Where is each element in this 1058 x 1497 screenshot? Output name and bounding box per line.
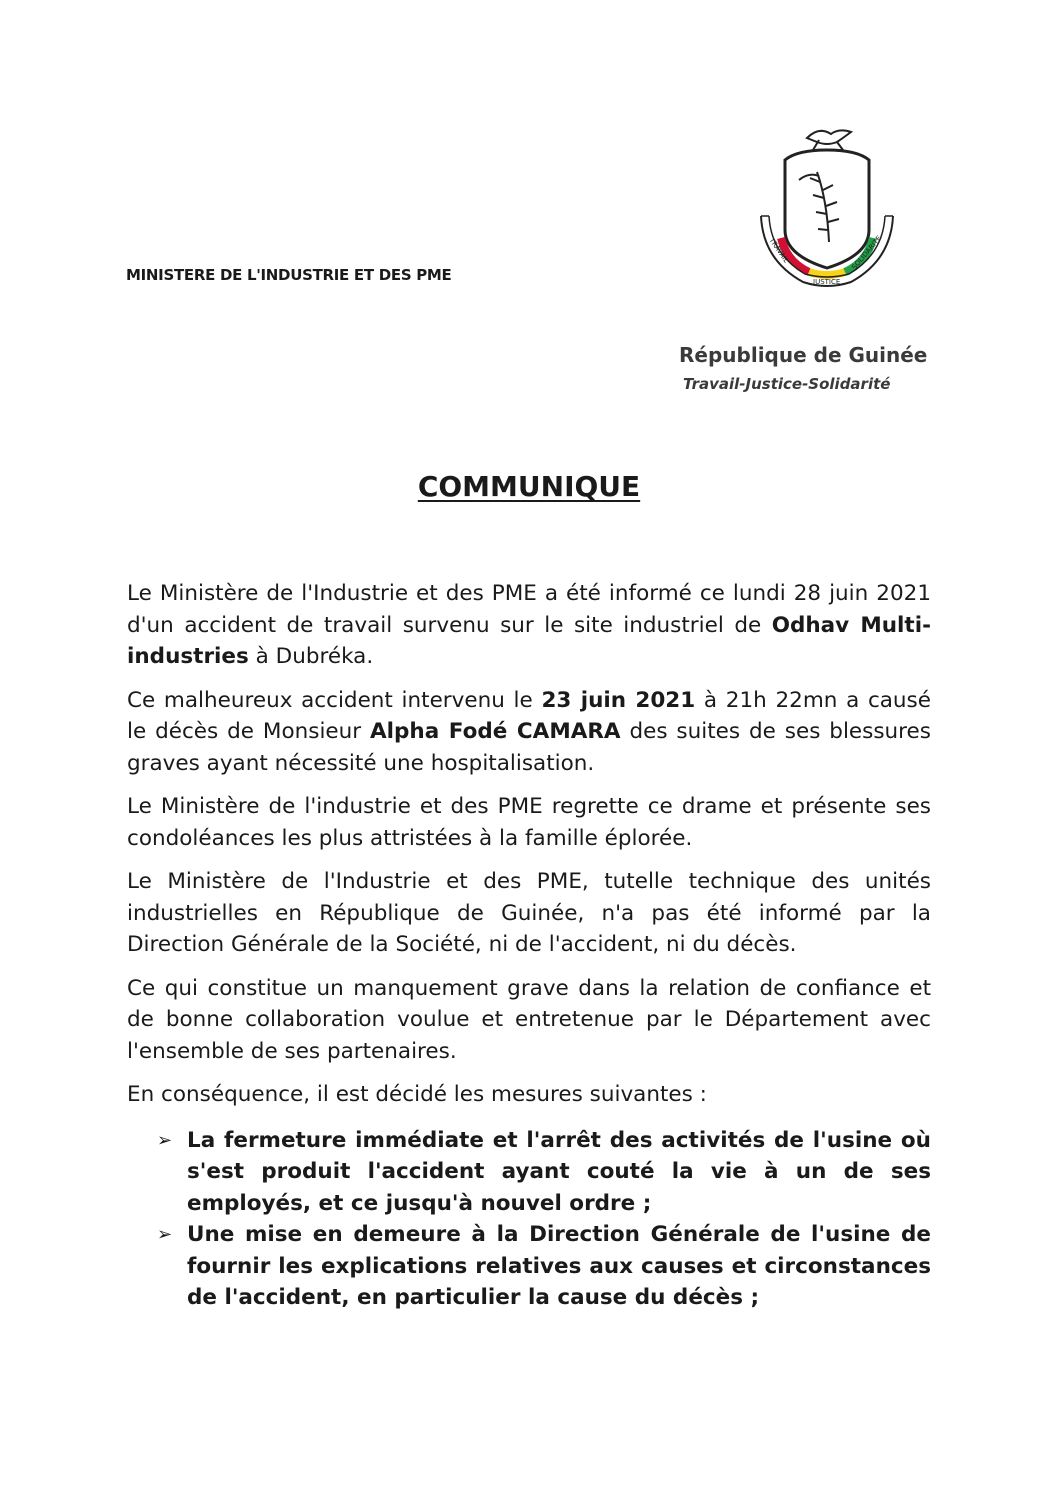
paragraph-2-text-c: à 21h 22mn a causé le décès de Monsieur xyxy=(127,687,931,744)
paragraph-1 xyxy=(127,578,931,673)
republic-name: République de Guinée xyxy=(679,343,928,367)
coat-of-arms-icon xyxy=(747,120,907,290)
paragraph-1-text-a: Le Ministère de l'Industrie et des PME a été informé ce lundi 28 juin 2021 d'un accident de travail survenu sur le site industriel de xyxy=(127,581,931,638)
paragraph-4: Le Ministère de l'Industrie et des PME, tutelle technique des unités industrielles en République de Guinée, n'a pas été informé par la Direction Générale de la Société, ni de l'accident, ni du décès. xyxy=(127,869,931,957)
measure-text: Une mise en demeure à la Direction Générale de l'usine de fournir les explications relatives aux causes et circonstances de l'accident, en particulier la cause du décès ; xyxy=(187,1222,931,1310)
ministry-name: MINISTERE DE L'INDUSTRIE ET DES PME xyxy=(126,266,452,284)
paragraph-5: Ce qui constitue un manquement grave dans la relation de confiance et de bonne collaboration voulue et entretenue par le Département avec l'ensemble de ses partenaires. xyxy=(127,975,931,1064)
measure-text: La fermeture immédiate et l'arrêt des activités de l'usine où s'est produit l'accident ayant couté la vie à un de ses employés, et ce jusqu'à nouvel ordre ; xyxy=(187,1127,931,1216)
list-item xyxy=(127,1219,931,1314)
arrow-bullet-icon: ➢ xyxy=(157,1224,173,1245)
company-name: Odhav Multi-industries xyxy=(127,612,931,669)
measures-list xyxy=(127,1125,931,1314)
victim-name: Alpha Fodé CAMARA xyxy=(370,719,621,744)
communique-body xyxy=(127,578,931,1314)
paragraph-2-text-a: Ce malheureux accident intervenu le xyxy=(127,687,542,713)
paragraph-2 xyxy=(127,685,931,780)
ring-word-solidarite: SOLIDARITE xyxy=(850,234,884,272)
paragraph-6: En conséquence, il est décidé les mesures suivantes : xyxy=(127,1082,707,1107)
accident-date: 23 juin 2021 xyxy=(541,687,696,713)
ring-word-travail: TRAVAIL xyxy=(767,236,791,265)
paragraph-2-text-e: des suites de ses blessures graves ayant nécessité une hospitalisation. xyxy=(127,719,931,776)
ring-word-justice: JUSTICE xyxy=(813,278,841,286)
paragraph-3: Le Ministère de l'industrie et des PME regrette ce drame et présente ses condoléances les plus attristées à la famille éplorée. xyxy=(127,794,931,851)
page-title: COMMUNIQUE xyxy=(417,470,641,503)
arrow-bullet-icon: ➢ xyxy=(157,1129,173,1151)
list-item xyxy=(127,1125,931,1220)
national-motto: Travail-Justice-Solidarité xyxy=(683,375,891,393)
paragraph-1-text-c: à Dubréka. xyxy=(248,644,374,669)
